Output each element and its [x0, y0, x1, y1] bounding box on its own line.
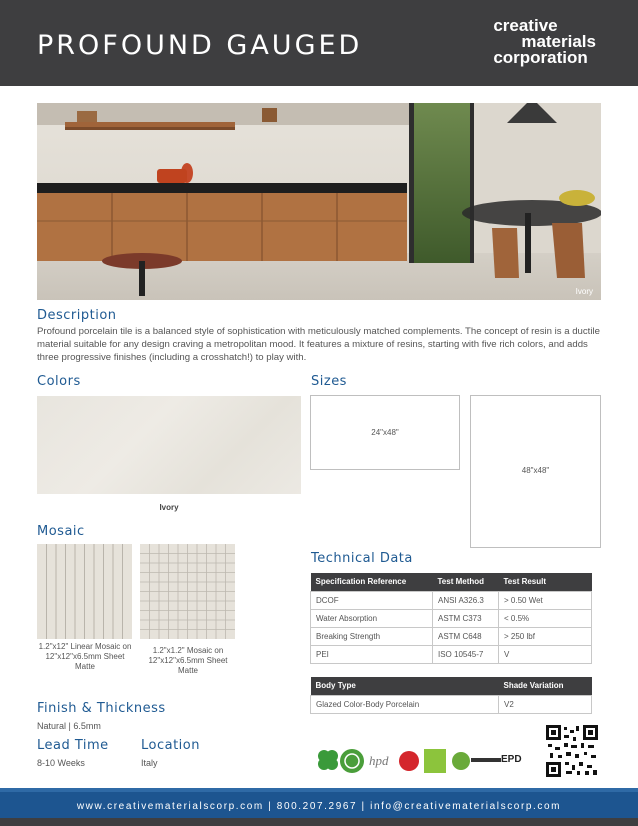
- footer-bottom-strip: [0, 818, 638, 826]
- sizes-heading: Sizes: [311, 374, 347, 389]
- size-box-48x48: [470, 395, 601, 548]
- color-swatch-label: Ivory: [159, 503, 179, 512]
- cell-result: > 0.50 Wet: [499, 591, 592, 609]
- mosaic-square-image: [140, 544, 235, 639]
- header-shade-variation: Shade Variation: [499, 677, 592, 695]
- technical-data-heading: Technical Data: [311, 551, 413, 566]
- mosaic-linear-image: [37, 544, 132, 639]
- cell-method: ASTM C648: [433, 627, 499, 645]
- size-label-24x48: 24"x48": [371, 428, 399, 437]
- technical-data-table: [310, 573, 592, 664]
- brand-line-2: materials: [521, 32, 596, 51]
- cell-body-type: Glazed Color-Body Porcelain: [311, 695, 499, 713]
- mindful-materials-icon: [423, 748, 447, 774]
- table-row: [311, 645, 592, 663]
- location-value: Italy: [141, 758, 158, 768]
- cell-result: V: [499, 645, 592, 663]
- epd-arrow-icon: [471, 756, 501, 764]
- header-bar: [0, 0, 638, 86]
- table-row: [311, 609, 592, 627]
- cell-method: ISO 10545-7: [433, 645, 499, 663]
- cell-shade-variation: V2: [499, 695, 592, 713]
- recycle-badge-icon: [339, 748, 365, 774]
- size-label-48x48: 48"x48": [521, 466, 550, 475]
- table-row: [311, 627, 592, 645]
- body-type-table: [310, 677, 592, 714]
- lead-time-value: 8-10 Weeks: [37, 758, 85, 768]
- brand-line-3: corporation: [493, 48, 588, 67]
- brand-line-1: creative: [493, 16, 558, 35]
- red-list-free-icon: [398, 748, 420, 774]
- color-swatch-ivory: [37, 396, 301, 494]
- mosaic-square-label: 1.2"x1.2" Mosaic on 12"x12"x6.5mm Sheet Matte: [148, 646, 228, 675]
- cell-method: ASTM C373: [433, 609, 499, 627]
- location-heading: Location: [141, 738, 200, 753]
- footer-contact: www.creativematerialscorp.com | 800.207.2967 | info@creativematerialscorp.com: [76, 801, 562, 812]
- header-body-type: Body Type: [311, 677, 499, 695]
- mosaic-heading: Mosaic: [37, 524, 85, 539]
- header-spec-reference: Specification Reference: [311, 573, 433, 591]
- header-test-result: Test Result: [499, 573, 592, 591]
- table-row: [311, 695, 592, 713]
- hero-caption: Ivory: [575, 287, 593, 296]
- cell-spec: Water Absorption: [311, 609, 433, 627]
- svg-text:hpd: hpd: [369, 753, 389, 768]
- description-heading: Description: [37, 308, 117, 323]
- green-badge-icon: [451, 748, 471, 774]
- hpd-icon: [367, 748, 393, 774]
- header-test-method: Test Method: [433, 573, 499, 591]
- cell-result: > 250 lbf: [499, 627, 592, 645]
- finish-heading: Finish & Thickness: [37, 701, 166, 716]
- colors-heading: Colors: [37, 374, 81, 389]
- hero-kitchen-image: [37, 103, 601, 300]
- size-box-24x48: [310, 395, 460, 470]
- qr-code-icon: [546, 725, 598, 777]
- cell-spec: DCOF: [311, 591, 433, 609]
- leed-clover-icon: [316, 748, 340, 774]
- cell-spec: PEI: [311, 645, 433, 663]
- epd-label: EPD: [501, 754, 522, 765]
- cell-method: ANSI A326.3: [433, 591, 499, 609]
- mosaic-linear-label: 1.2"x12" Linear Mosaic on 12"x12"x6.5mm Sheet Matte: [38, 642, 132, 671]
- technical-table-header: [311, 573, 592, 591]
- page-title: PROFOUND GAUGED: [37, 30, 363, 61]
- cell-result: < 0.5%: [499, 609, 592, 627]
- finish-value: Natural | 6.5mm: [37, 721, 101, 731]
- body-table-header: [311, 677, 592, 695]
- lead-time-heading: Lead Time: [37, 738, 109, 753]
- cell-spec: Breaking Strength: [311, 627, 433, 645]
- brand-logo: [493, 18, 596, 66]
- kitchen-illustration: [37, 103, 601, 300]
- table-row: [311, 591, 592, 609]
- description-text: Profound porcelain tile is a balanced style of sophistication with meticulously matched complements. The concept of resin is a ductile material suitable for any design craving a metropolitan mood. It features a mixture of resins, starting with five rich colors, and adds three progressive finishes (including a crosshatch!) to play with.: [37, 326, 600, 363]
